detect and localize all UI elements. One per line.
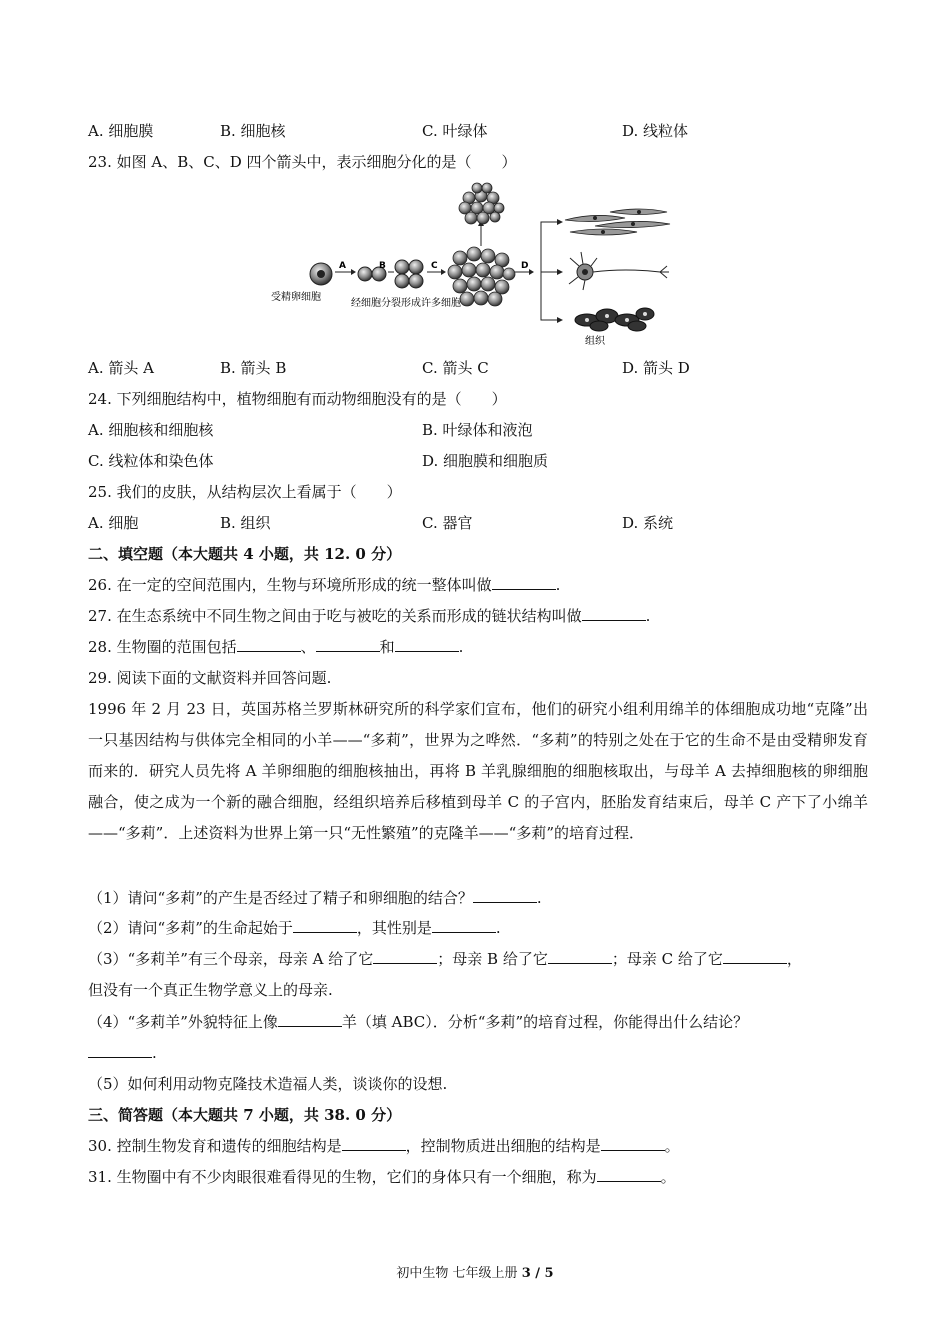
q25-stem: 25. 我们的皮肤，从结构层次上看属于（ ） [88,483,402,501]
q25-option-c: C. 器官 [422,514,473,532]
answer-blank[interactable] [278,1012,342,1027]
answer-blank[interactable] [316,637,380,652]
answer-blank[interactable] [723,949,787,964]
q29-stem: 29. 阅读下面的文献资料并回答问题. [88,669,332,687]
answer-blank[interactable] [237,637,301,652]
section3-heading: 三、简答题（本大题共 7 小题，共 38. 0 分） [88,1106,402,1124]
q22-option-c: C. 叶绿体 [422,122,488,140]
arrow-label-b: B [379,261,386,271]
q29-sub2: （2）请问“多莉”的生命起始于 ，其性别是 . [88,919,501,937]
answer-blank[interactable] [548,949,612,964]
q23-option-b: B. 箭头 B [220,359,287,377]
label-tissue: 组织 [585,336,605,347]
answer-blank[interactable] [432,918,496,933]
answer-blank[interactable] [582,606,646,621]
answer-blank[interactable] [597,1167,661,1182]
answer-blank[interactable] [492,575,556,590]
q29-passage: 1996 年 2 月 23 日，英国苏格兰罗斯林研究所的科学家们宣布，他们的研究小组利用绵羊的体细胞成功地“克隆”出一只基因结构与供体完全相同的小羊——“多莉”，世界为之哗然．“多莉”的特别之处在于它的生命不是由受精卵发育而来的．研究人员先将 A 羊卵细胞的细胞核抽出，再将 B 羊乳腺细胞的细胞核取出，与母羊 A 去掉细胞核的卵细胞融合，使之成为一个新的融合细胞，经组织培养后移植到母羊 C 的子宫内，胚胎发育结束后，母羊 C 产下了小绵羊——“多莉”．上述资料为世界上第一只“无性繁殖”的克隆羊——“多莉”的培育过程． [88,700,868,842]
q22-option-b: B. 细胞核 [220,122,286,140]
label-zygote: 受精卵细胞 [271,292,321,303]
q24-option-d: D. 细胞膜和细胞质 [422,452,549,470]
answer-blank[interactable] [88,1043,152,1058]
q29-sub3-cont: 但没有一个真正生物学意义上的母亲. [88,981,333,999]
q23-stem: 23. 如图 A、B、C、D 四个箭头中，表示细胞分化的是（ ） [88,153,517,171]
q31: 31. 生物圈中有不少肉眼很难看得见的生物，它们的身体只有一个细胞，称为 。 [88,1168,676,1186]
page-number: 3 / 5 [521,1266,554,1281]
q25-option-d: D. 系统 [622,514,674,532]
q24-option-a: A. 细胞核和细胞核 [88,421,214,439]
arrow-label-c: C [431,261,438,271]
q29-sub4: （4）“多莉羊”外貌特征上像 羊（填 ABC）．分析“多莉”的培育过程，你能得出什么结论？ [88,1013,749,1031]
q24-option-c: C. 线粒体和染色体 [88,452,214,470]
answer-blank[interactable] [473,888,537,903]
section2-heading: 二、填空题（本大题共 4 小题，共 12. 0 分） [88,545,402,563]
q29-sub1: （1）请问“多莉”的产生是否经过了精子和卵细胞的结合？ . [88,889,542,907]
answer-blank[interactable] [293,918,357,933]
q23-option-d: D. 箭头 D [622,359,690,377]
cell-differentiation-figure [265,182,685,350]
answer-blank[interactable] [601,1136,665,1151]
q26: 26. 在一定的空间范围内，生物与环境所形成的统一整体叫做 . [88,576,561,594]
footer-text: 初中生物 七年级上册 [396,1266,518,1281]
q25-option-b: B. 组织 [220,514,271,532]
q25-option-a: A. 细胞 [88,514,139,532]
q29-sub5: （5）如何利用动物克隆技术造福人类，谈谈你的设想. [88,1075,448,1093]
answer-blank[interactable] [342,1136,406,1151]
q24-option-b: B. 叶绿体和液泡 [422,421,533,439]
q22-option-a: A. 细胞膜 [88,122,154,140]
q30: 30. 控制生物发育和遗传的细胞结构是 ，控制物质进出细胞的结构是 。 [88,1137,680,1155]
q27: 27. 在生态系统中不同生物之间由于吃与被吃的关系而形成的链状结构叫做 . [88,607,651,625]
label-division: 经细胞分裂形成许多细胞 [351,298,461,309]
q24-stem: 24. 下列细胞结构中，植物细胞有而动物细胞没有的是（ ） [88,390,507,408]
q23-option-c: C. 箭头 C [422,359,489,377]
arrow-label-d: D [521,261,529,271]
q29-sub3: （3）“多莉羊”有三个母亲，母亲 A 给了它 ；母亲 B 给了它 ；母亲 C 给了它 ， [88,950,802,968]
q22-option-d: D. 线粒体 [622,122,689,140]
answer-blank[interactable] [373,949,437,964]
answer-blank[interactable] [395,637,459,652]
q29-sub4-answer: . [88,1043,157,1063]
arrow-label-a: A [339,261,346,271]
page-footer [0,1262,950,1281]
q23-option-a: A. 箭头 A [88,359,154,377]
q28: 28. 生物圈的范围包括 、 和 . [88,638,464,656]
